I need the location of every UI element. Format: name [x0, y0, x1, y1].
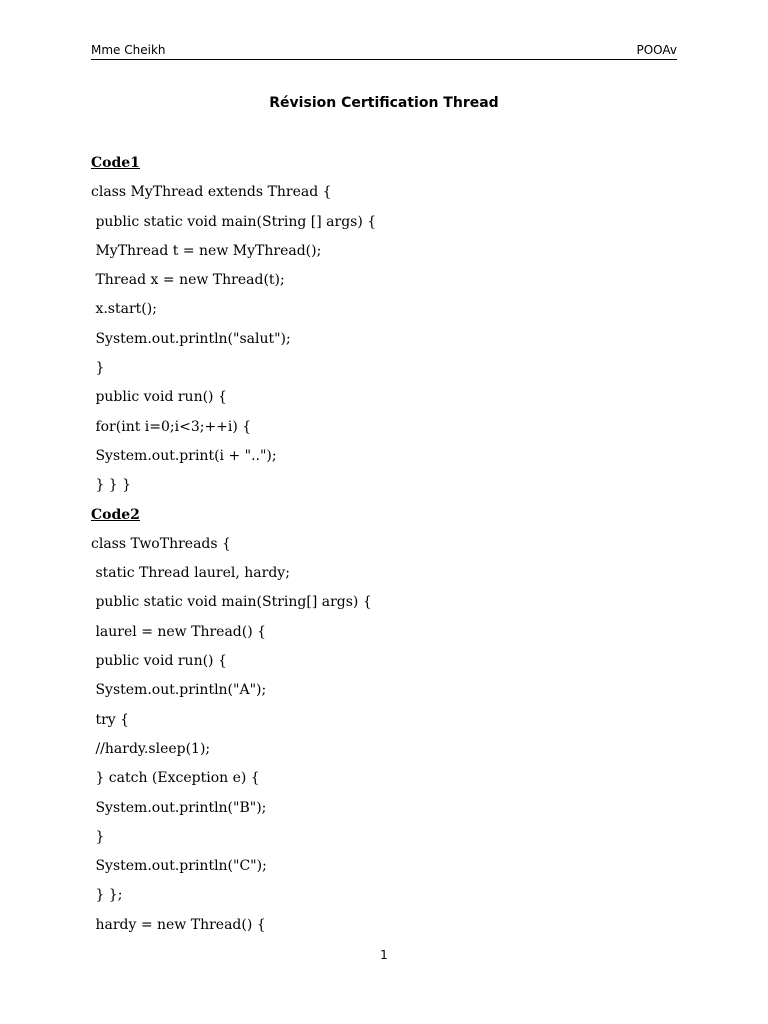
code-line: } [91, 828, 105, 845]
code-line: System.out.println("A"); [91, 682, 267, 699]
code-line: hardy = new Thread() { [91, 916, 266, 933]
code-line: for(int i=0;i<3;++i) { [91, 418, 252, 435]
code-line: } }; [91, 887, 123, 904]
document-body [91, 153, 677, 944]
code-line: Thread x = new Thread(t); [91, 272, 285, 289]
code-line: System.out.println("C"); [91, 858, 267, 875]
code-line: try { [91, 711, 130, 728]
code-line: x.start(); [91, 301, 157, 318]
code-line: } } } [91, 477, 132, 494]
code-line: } catch (Exception e) { [91, 770, 260, 787]
page-number: 1 [380, 948, 388, 962]
code-line: MyThread t = new MyThread(); [91, 242, 322, 259]
code-line: System.out.println("salut"); [91, 330, 291, 347]
code-line: public static void main(String[] args) { [91, 594, 372, 611]
code-line: class MyThread extends Thread { [91, 184, 332, 201]
code-line: } [91, 360, 105, 377]
document-title: Révision Certification Thread [269, 95, 499, 111]
header-course: POOAv [636, 43, 677, 57]
code-line: public void run() { [91, 389, 227, 406]
code-line: public static void main(String [] args) { [91, 213, 377, 230]
section-title-code2: Code2 [91, 506, 140, 523]
code-line: class TwoThreads { [91, 535, 231, 552]
page-header [91, 43, 677, 60]
code-line: static Thread laurel, hardy; [91, 565, 290, 582]
code-line: //hardy.sleep(1); [91, 740, 211, 757]
header-author: Mme Cheikh [91, 43, 166, 57]
code-line: public void run() { [91, 653, 227, 670]
code-line: System.out.print(i + ".."); [91, 447, 277, 464]
code-line: System.out.println("B"); [91, 799, 267, 816]
code-line: laurel = new Thread() { [91, 623, 267, 640]
section-title-code1: Code1 [91, 155, 140, 171]
